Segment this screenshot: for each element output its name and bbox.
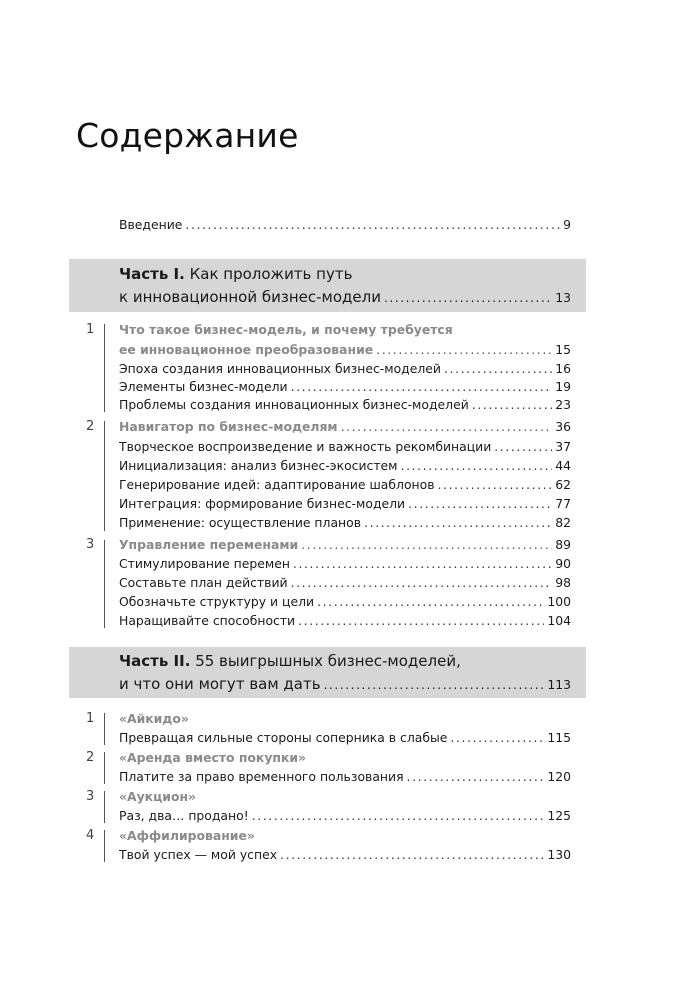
toc-entry[interactable] <box>119 574 571 592</box>
toc-label: Наращивайте способности <box>119 613 296 628</box>
toc-entry[interactable] <box>119 495 571 513</box>
toc-page: 15 <box>555 342 571 357</box>
part-title-line2: к инновационной бизнес-модели <box>119 288 381 306</box>
toc-entry[interactable] <box>119 612 571 630</box>
part-title-line2: и что они могут вам дать <box>119 675 321 693</box>
chapter-heading[interactable]: «Аренда вместо покупки» <box>119 750 307 765</box>
toc-page: 77 <box>555 496 571 511</box>
leader-dots <box>494 438 552 456</box>
toc-label: Раз, два… продано! <box>119 808 249 823</box>
toc-label: Введение <box>119 217 183 232</box>
toc-page: 62 <box>555 477 571 492</box>
toc-label: Проблемы создания инновационных бизнес-моделей <box>119 397 469 412</box>
toc-page: 13 <box>555 290 571 305</box>
chapter-heading[interactable]: «Айкидо» <box>119 711 189 726</box>
part-label: Часть II. <box>119 652 191 670</box>
chapter-number: 3 <box>86 537 95 552</box>
chapter-number: 4 <box>86 828 95 843</box>
toc-page: 115 <box>547 730 571 745</box>
toc-entry[interactable] <box>119 555 571 573</box>
toc-page: 100 <box>547 594 571 609</box>
toc-label: Творческое воспроизведение и важность рекомбинации <box>119 439 492 454</box>
toc-label: Инициализация: анализ бизнес-экосистем <box>119 458 398 473</box>
toc-page: 104 <box>547 613 571 628</box>
part-title-line1: 55 выигрышных бизнес-моделей, <box>195 652 461 670</box>
leader-dots <box>444 360 552 378</box>
chapter-rule <box>104 540 105 628</box>
part-2-heading[interactable] <box>119 650 571 696</box>
toc-entry[interactable] <box>119 396 571 414</box>
toc-entry-intro[interactable] <box>119 216 571 234</box>
leader-dots <box>293 555 552 573</box>
chapter-rule <box>104 421 105 531</box>
toc-entry[interactable] <box>119 729 571 747</box>
toc-entry[interactable] <box>119 807 571 825</box>
leader-dots <box>364 514 552 532</box>
toc-page: 37 <box>555 439 571 454</box>
toc-page: 130 <box>547 847 571 862</box>
chapter-heading-line1[interactable]: Что такое бизнес-модель, и почему требуется <box>119 322 453 337</box>
chapter-rule <box>104 791 105 823</box>
toc-label: Превращая сильные стороны соперника в слабые <box>119 730 448 745</box>
toc-entry[interactable] <box>119 476 571 494</box>
leader-dots <box>401 457 553 475</box>
leader-dots <box>376 341 552 359</box>
toc-label: Применение: осуществление планов <box>119 515 362 530</box>
chapter-number: 1 <box>86 322 95 337</box>
chapter-heading[interactable]: «Аффилирование» <box>119 828 255 843</box>
part-label: Часть I. <box>119 265 185 283</box>
leader-dots <box>317 593 544 611</box>
leader-dots <box>341 418 553 436</box>
toc-entry[interactable] <box>119 768 571 786</box>
toc-entry[interactable] <box>119 438 571 456</box>
toc-page: 98 <box>555 575 571 590</box>
toc-label: Твой успех — мой успех <box>119 847 278 862</box>
toc-label: Обозначьте структуру и цели <box>119 594 315 609</box>
part-title-line1: Как проложить путь <box>189 265 353 283</box>
page-title: Содержание <box>76 116 299 155</box>
chapter-number: 1 <box>86 711 95 726</box>
toc-chapter-heading[interactable] <box>119 418 571 436</box>
toc-chapter-heading[interactable] <box>119 341 571 359</box>
toc-label: Платите за право временного пользования <box>119 769 404 784</box>
toc-page: 90 <box>555 556 571 571</box>
leader-dots <box>407 768 545 786</box>
toc-chapter-heading[interactable] <box>119 536 571 554</box>
toc-label: Навигатор по бизнес-моделям <box>119 419 338 434</box>
toc-page: 23 <box>555 397 571 412</box>
leader-dots <box>185 216 560 234</box>
toc-entry[interactable] <box>119 514 571 532</box>
toc-entry[interactable] <box>119 593 571 611</box>
toc-page: 36 <box>555 419 571 434</box>
toc-page: 19 <box>555 379 571 394</box>
leader-dots <box>438 476 553 494</box>
toc-label: Управление переменами <box>119 537 299 552</box>
leader-dots <box>291 378 553 396</box>
toc-label: Составьте план действий <box>119 575 288 590</box>
toc-entry[interactable] <box>119 846 571 864</box>
toc-label: Интеграция: формирование бизнес-модели <box>119 496 406 511</box>
chapter-heading[interactable]: «Аукцион» <box>119 789 197 804</box>
leader-dots <box>252 807 545 825</box>
chapter-rule <box>104 752 105 784</box>
toc-page: 9 <box>563 217 571 232</box>
leader-dots <box>291 574 553 592</box>
chapter-number: 3 <box>86 789 95 804</box>
leader-dots <box>324 674 545 697</box>
toc-page: 82 <box>555 515 571 530</box>
toc-label: Генерирование идей: адаптирование шаблонов <box>119 477 435 492</box>
part-1-heading[interactable] <box>119 263 571 309</box>
toc-page: 44 <box>555 458 571 473</box>
toc-label: ее инновационное преобразование <box>119 342 374 357</box>
leader-dots <box>301 536 552 554</box>
chapter-rule <box>104 324 105 412</box>
chapter-rule <box>104 830 105 862</box>
toc-page: 125 <box>547 808 571 823</box>
toc-entry[interactable] <box>119 360 571 378</box>
chapter-rule <box>104 713 105 745</box>
leader-dots <box>280 846 544 864</box>
leader-dots <box>298 612 544 630</box>
toc-label: Элементы бизнес-модели <box>119 379 288 394</box>
chapter-number: 2 <box>86 750 95 765</box>
leader-dots <box>384 287 552 310</box>
toc-entry[interactable] <box>119 378 571 396</box>
chapter-number: 2 <box>86 419 95 434</box>
toc-page: 89 <box>555 537 571 552</box>
leader-dots <box>408 495 552 513</box>
toc-label: Стимулирование перемен <box>119 556 290 571</box>
leader-dots <box>450 729 544 747</box>
toc-page: 16 <box>555 361 571 376</box>
toc-page: 120 <box>547 769 571 784</box>
toc-label: Эпоха создания инновационных бизнес-моделей <box>119 361 441 376</box>
leader-dots <box>472 396 552 414</box>
toc-page: 113 <box>547 677 571 692</box>
toc-entry[interactable] <box>119 457 571 475</box>
